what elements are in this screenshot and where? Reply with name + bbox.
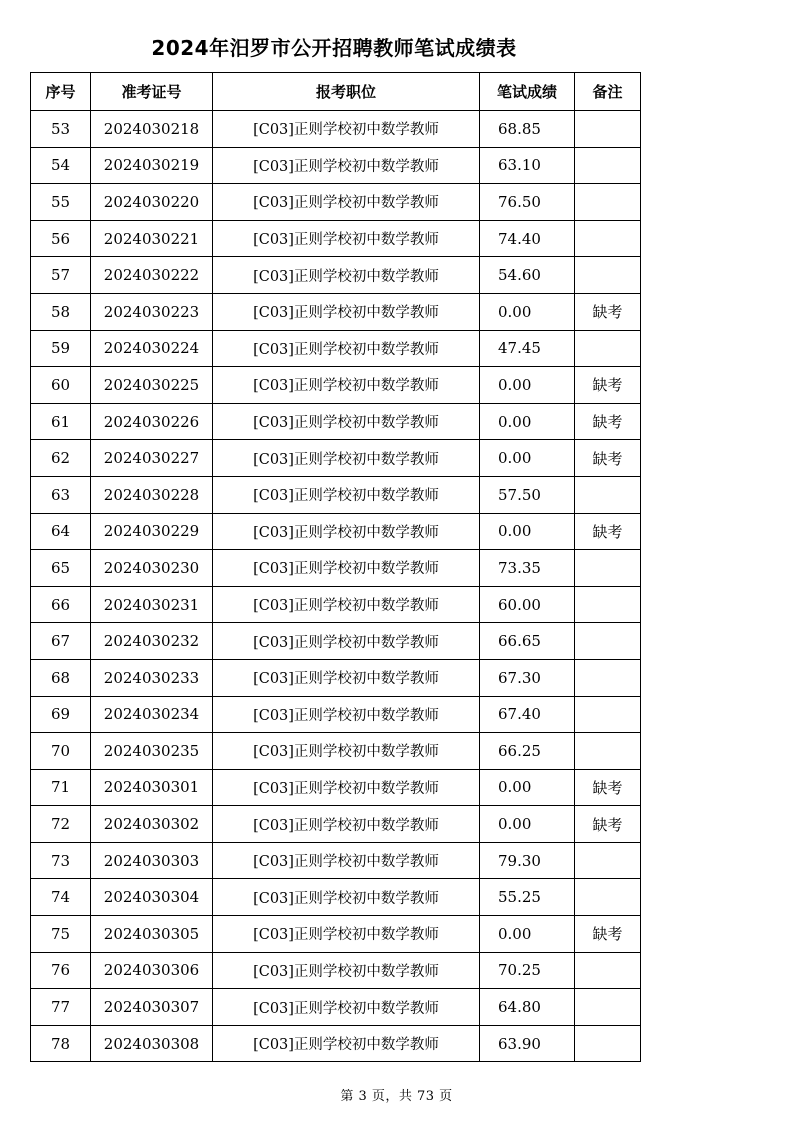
cell-serial: 60 bbox=[31, 367, 91, 404]
cell-position: [C03]正则学校初中数学教师 bbox=[213, 550, 480, 587]
table-row bbox=[31, 989, 641, 1026]
scores-table bbox=[30, 72, 641, 1062]
cell-serial: 78 bbox=[31, 1025, 91, 1062]
cell-serial: 65 bbox=[31, 550, 91, 587]
cell-position: [C03]正则学校初中数学教师 bbox=[213, 440, 480, 477]
cell-ticket-number: 2024030233 bbox=[91, 659, 213, 696]
cell-position: [C03]正则学校初中数学教师 bbox=[213, 952, 480, 989]
cell-remarks bbox=[575, 184, 641, 221]
cell-position: [C03]正则学校初中数学教师 bbox=[213, 842, 480, 879]
cell-serial: 72 bbox=[31, 806, 91, 843]
cell-ticket-number: 2024030301 bbox=[91, 769, 213, 806]
cell-serial: 58 bbox=[31, 293, 91, 330]
cell-remarks bbox=[575, 111, 641, 148]
cell-remarks bbox=[575, 952, 641, 989]
cell-written-score: 54.60 bbox=[480, 257, 575, 294]
cell-written-score: 76.50 bbox=[480, 184, 575, 221]
table-header-row bbox=[31, 73, 641, 111]
table-row bbox=[31, 550, 641, 587]
cell-serial: 71 bbox=[31, 769, 91, 806]
cell-position: [C03]正则学校初中数学教师 bbox=[213, 916, 480, 953]
table-row bbox=[31, 952, 641, 989]
page-title: 2024年汨罗市公开招聘教师笔试成绩表 bbox=[151, 36, 517, 60]
cell-remarks bbox=[575, 147, 641, 184]
cell-ticket-number: 2024030234 bbox=[91, 696, 213, 733]
cell-position: [C03]正则学校初中数学教师 bbox=[213, 1025, 480, 1062]
cell-serial: 55 bbox=[31, 184, 91, 221]
column-header-serial: 序号 bbox=[31, 73, 91, 111]
table-row bbox=[31, 476, 641, 513]
cell-ticket-number: 2024030230 bbox=[91, 550, 213, 587]
cell-remarks: 缺考 bbox=[575, 769, 641, 806]
cell-ticket-number: 2024030235 bbox=[91, 733, 213, 770]
table-row bbox=[31, 623, 641, 660]
cell-written-score: 74.40 bbox=[480, 220, 575, 257]
cell-serial: 69 bbox=[31, 696, 91, 733]
page-footer: 第 3 页，共 73 页 bbox=[340, 1089, 453, 1104]
cell-ticket-number: 2024030220 bbox=[91, 184, 213, 221]
table-row bbox=[31, 257, 641, 294]
cell-written-score: 0.00 bbox=[480, 293, 575, 330]
table-row bbox=[31, 220, 641, 257]
table-row bbox=[31, 769, 641, 806]
cell-written-score: 55.25 bbox=[480, 879, 575, 916]
table-row bbox=[31, 1025, 641, 1062]
cell-ticket-number: 2024030226 bbox=[91, 403, 213, 440]
cell-written-score: 67.40 bbox=[480, 696, 575, 733]
cell-position: [C03]正则学校初中数学教师 bbox=[213, 220, 480, 257]
cell-position: [C03]正则学校初中数学教师 bbox=[213, 367, 480, 404]
cell-ticket-number: 2024030224 bbox=[91, 330, 213, 367]
cell-remarks: 缺考 bbox=[575, 513, 641, 550]
cell-position: [C03]正则学校初中数学教师 bbox=[213, 403, 480, 440]
cell-ticket-number: 2024030229 bbox=[91, 513, 213, 550]
table-row bbox=[31, 293, 641, 330]
cell-written-score: 57.50 bbox=[480, 476, 575, 513]
column-header-position: 报考职位 bbox=[213, 73, 480, 111]
cell-ticket-number: 2024030221 bbox=[91, 220, 213, 257]
cell-remarks: 缺考 bbox=[575, 440, 641, 477]
cell-position: [C03]正则学校初中数学教师 bbox=[213, 147, 480, 184]
cell-serial: 66 bbox=[31, 586, 91, 623]
cell-remarks: 缺考 bbox=[575, 367, 641, 404]
cell-position: [C03]正则学校初中数学教师 bbox=[213, 513, 480, 550]
cell-written-score: 68.85 bbox=[480, 111, 575, 148]
cell-written-score: 63.90 bbox=[480, 1025, 575, 1062]
cell-serial: 70 bbox=[31, 733, 91, 770]
table-row bbox=[31, 586, 641, 623]
cell-remarks bbox=[575, 330, 641, 367]
cell-ticket-number: 2024030225 bbox=[91, 367, 213, 404]
cell-position: [C03]正则学校初中数学教师 bbox=[213, 293, 480, 330]
cell-remarks: 缺考 bbox=[575, 806, 641, 843]
cell-serial: 61 bbox=[31, 403, 91, 440]
cell-serial: 76 bbox=[31, 952, 91, 989]
table-row bbox=[31, 806, 641, 843]
cell-serial: 73 bbox=[31, 842, 91, 879]
cell-written-score: 0.00 bbox=[480, 806, 575, 843]
cell-serial: 77 bbox=[31, 989, 91, 1026]
cell-serial: 63 bbox=[31, 476, 91, 513]
cell-written-score: 70.25 bbox=[480, 952, 575, 989]
cell-remarks bbox=[575, 733, 641, 770]
cell-ticket-number: 2024030228 bbox=[91, 476, 213, 513]
cell-remarks bbox=[575, 586, 641, 623]
table-row bbox=[31, 147, 641, 184]
cell-serial: 62 bbox=[31, 440, 91, 477]
cell-written-score: 66.65 bbox=[480, 623, 575, 660]
cell-position: [C03]正则学校初中数学教师 bbox=[213, 330, 480, 367]
cell-ticket-number: 2024030303 bbox=[91, 842, 213, 879]
cell-position: [C03]正则学校初中数学教师 bbox=[213, 659, 480, 696]
cell-position: [C03]正则学校初中数学教师 bbox=[213, 879, 480, 916]
cell-remarks bbox=[575, 659, 641, 696]
table-row bbox=[31, 696, 641, 733]
cell-remarks bbox=[575, 879, 641, 916]
table-row bbox=[31, 842, 641, 879]
cell-remarks: 缺考 bbox=[575, 403, 641, 440]
cell-ticket-number: 2024030306 bbox=[91, 952, 213, 989]
cell-ticket-number: 2024030223 bbox=[91, 293, 213, 330]
cell-written-score: 0.00 bbox=[480, 769, 575, 806]
cell-serial: 74 bbox=[31, 879, 91, 916]
cell-position: [C03]正则学校初中数学教师 bbox=[213, 733, 480, 770]
cell-remarks: 缺考 bbox=[575, 916, 641, 953]
table-row bbox=[31, 916, 641, 953]
table-row bbox=[31, 733, 641, 770]
table-row bbox=[31, 367, 641, 404]
cell-position: [C03]正则学校初中数学教师 bbox=[213, 257, 480, 294]
table-row bbox=[31, 111, 641, 148]
cell-ticket-number: 2024030304 bbox=[91, 879, 213, 916]
cell-serial: 56 bbox=[31, 220, 91, 257]
cell-serial: 59 bbox=[31, 330, 91, 367]
cell-ticket-number: 2024030308 bbox=[91, 1025, 213, 1062]
cell-serial: 68 bbox=[31, 659, 91, 696]
cell-remarks: 缺考 bbox=[575, 293, 641, 330]
cell-written-score: 0.00 bbox=[480, 916, 575, 953]
cell-written-score: 63.10 bbox=[480, 147, 575, 184]
cell-remarks bbox=[575, 220, 641, 257]
cell-serial: 75 bbox=[31, 916, 91, 953]
cell-written-score: 0.00 bbox=[480, 440, 575, 477]
cell-written-score: 67.30 bbox=[480, 659, 575, 696]
column-header-remarks: 备注 bbox=[575, 73, 641, 111]
cell-ticket-number: 2024030231 bbox=[91, 586, 213, 623]
cell-remarks bbox=[575, 1025, 641, 1062]
cell-written-score: 0.00 bbox=[480, 403, 575, 440]
cell-ticket-number: 2024030222 bbox=[91, 257, 213, 294]
cell-position: [C03]正则学校初中数学教师 bbox=[213, 696, 480, 733]
table-row bbox=[31, 403, 641, 440]
cell-written-score: 66.25 bbox=[480, 733, 575, 770]
cell-remarks bbox=[575, 550, 641, 587]
cell-ticket-number: 2024030302 bbox=[91, 806, 213, 843]
cell-remarks bbox=[575, 696, 641, 733]
cell-ticket-number: 2024030305 bbox=[91, 916, 213, 953]
table-body bbox=[31, 111, 641, 1062]
column-header-ticket-number: 准考证号 bbox=[91, 73, 213, 111]
cell-written-score: 79.30 bbox=[480, 842, 575, 879]
cell-position: [C03]正则学校初中数学教师 bbox=[213, 111, 480, 148]
cell-ticket-number: 2024030218 bbox=[91, 111, 213, 148]
table-row bbox=[31, 659, 641, 696]
cell-serial: 57 bbox=[31, 257, 91, 294]
cell-written-score: 64.80 bbox=[480, 989, 575, 1026]
table-row bbox=[31, 879, 641, 916]
cell-ticket-number: 2024030227 bbox=[91, 440, 213, 477]
cell-serial: 54 bbox=[31, 147, 91, 184]
cell-remarks bbox=[575, 623, 641, 660]
cell-ticket-number: 2024030219 bbox=[91, 147, 213, 184]
cell-written-score: 73.35 bbox=[480, 550, 575, 587]
cell-ticket-number: 2024030232 bbox=[91, 623, 213, 660]
cell-position: [C03]正则学校初中数学教师 bbox=[213, 769, 480, 806]
table-row bbox=[31, 330, 641, 367]
cell-written-score: 47.45 bbox=[480, 330, 575, 367]
cell-ticket-number: 2024030307 bbox=[91, 989, 213, 1026]
cell-remarks bbox=[575, 842, 641, 879]
cell-position: [C03]正则学校初中数学教师 bbox=[213, 586, 480, 623]
cell-position: [C03]正则学校初中数学教师 bbox=[213, 476, 480, 513]
cell-written-score: 0.00 bbox=[480, 513, 575, 550]
table-row bbox=[31, 513, 641, 550]
table-row bbox=[31, 440, 641, 477]
table-row bbox=[31, 184, 641, 221]
cell-written-score: 60.00 bbox=[480, 586, 575, 623]
cell-remarks bbox=[575, 989, 641, 1026]
cell-serial: 53 bbox=[31, 111, 91, 148]
cell-position: [C03]正则学校初中数学教师 bbox=[213, 184, 480, 221]
cell-remarks bbox=[575, 257, 641, 294]
cell-position: [C03]正则学校初中数学教师 bbox=[213, 989, 480, 1026]
cell-position: [C03]正则学校初中数学教师 bbox=[213, 623, 480, 660]
cell-serial: 67 bbox=[31, 623, 91, 660]
column-header-written-score: 笔试成绩 bbox=[480, 73, 575, 111]
cell-position: [C03]正则学校初中数学教师 bbox=[213, 806, 480, 843]
cell-serial: 64 bbox=[31, 513, 91, 550]
cell-written-score: 0.00 bbox=[480, 367, 575, 404]
cell-remarks bbox=[575, 476, 641, 513]
